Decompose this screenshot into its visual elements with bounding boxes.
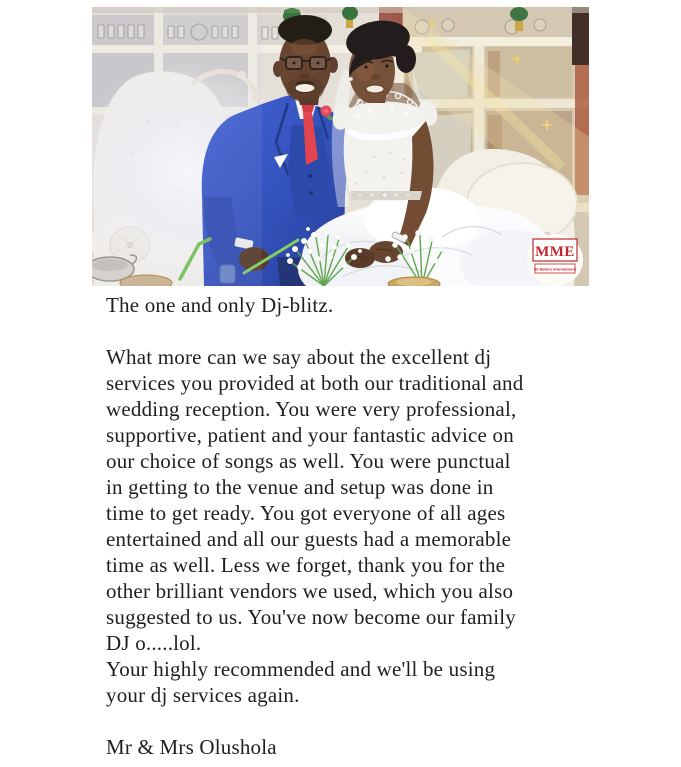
wedding-photo xyxy=(92,7,589,286)
testimonial-text xyxy=(92,292,589,760)
testimonial-line: The one and only Dj-blitz. xyxy=(106,293,334,317)
signature: Mr & Mrs Olushola xyxy=(106,735,277,759)
photo-wash xyxy=(92,7,589,286)
testimonial-line xyxy=(106,318,589,344)
mme-logo xyxy=(527,234,583,286)
testimonial-line: your dj services again. xyxy=(106,683,300,707)
testimonial-line: wedding reception. You were very professional, xyxy=(106,397,517,421)
testimonial-line: other brilliant vendors we used, which you also xyxy=(106,579,514,603)
testimonial-line: time to get ready. You got everyone of all ages xyxy=(106,501,506,525)
mme-logo-subtitle: Mc Banters Entertainment xyxy=(533,267,577,272)
testimonial-line: What more can we say about the excellent dj xyxy=(106,345,492,369)
testimonial-line: supportive, patient and your fantastic advice on xyxy=(106,423,514,447)
testimonial-line: in getting to the venue and setup was done in xyxy=(106,475,494,499)
testimonial-line: suggested to us. You've now become our family xyxy=(106,605,516,629)
mme-logo-title: MME xyxy=(535,244,575,260)
testimonial-line: time as well. Less we forget, thank you for the xyxy=(106,553,506,577)
testimonial-line: Your highly recommended and we'll be using xyxy=(106,657,496,681)
testimonial-line: our choice of songs as well. You were punctual xyxy=(106,449,511,473)
page xyxy=(0,7,681,760)
testimonial-line: DJ o.....lol. xyxy=(106,631,202,655)
testimonial-line: services you provided at both our traditional and xyxy=(106,371,524,395)
wedding-photo-canvas xyxy=(92,7,589,286)
testimonial-line: entertained and all our guests had a memorable xyxy=(106,527,512,551)
